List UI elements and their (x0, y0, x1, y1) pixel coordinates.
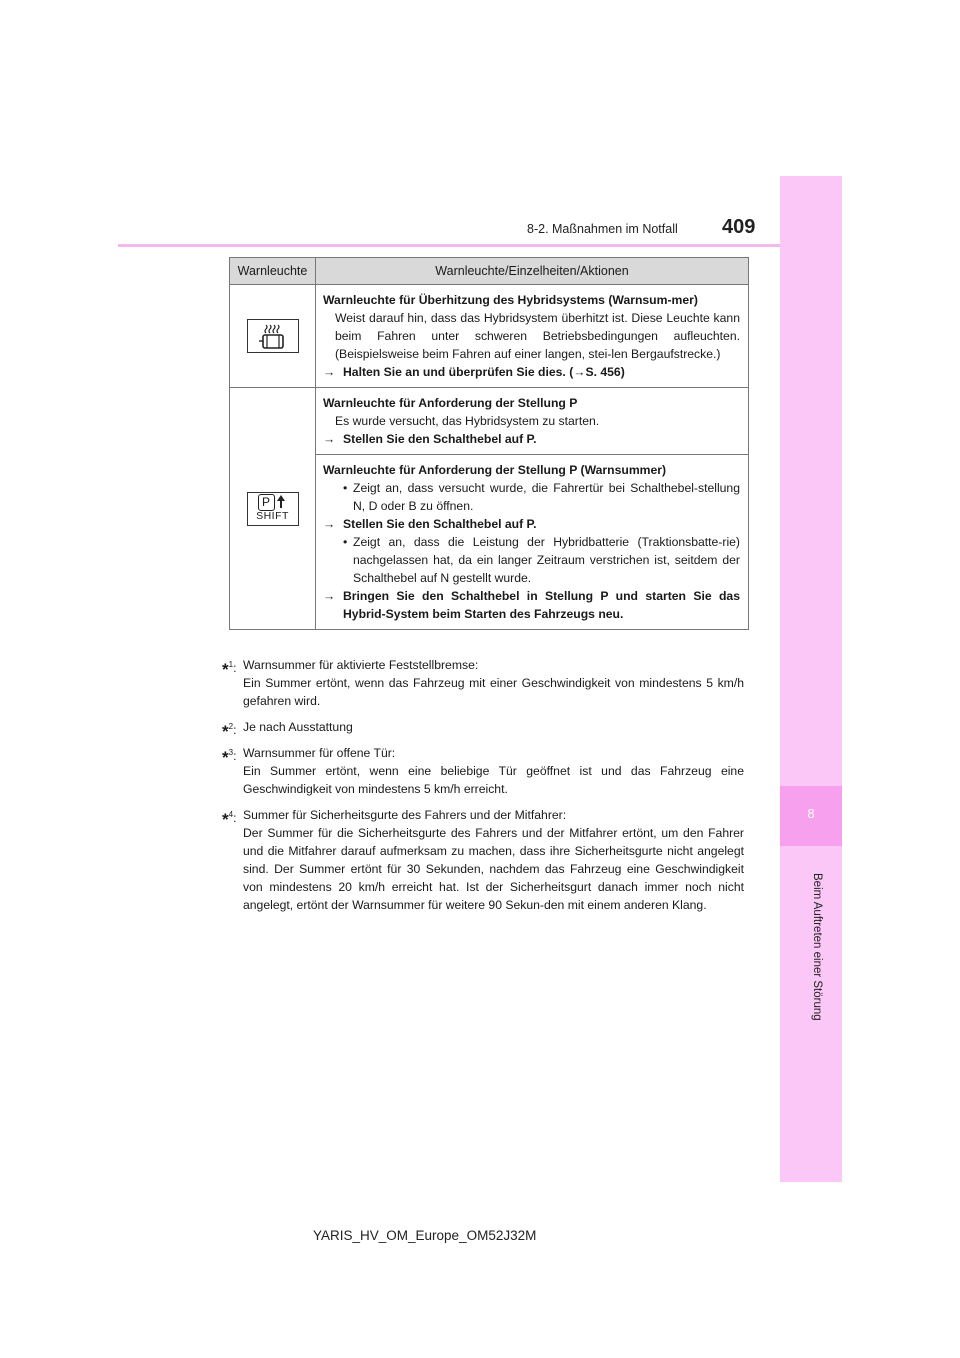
row-title: Warnleuchte für Anforderung der Stellung P (323, 396, 578, 410)
chapter-title: Beim Auftreten einer Störung (811, 873, 823, 1021)
footnote-marker: *$^1$: (222, 660, 237, 679)
row-action: → Halten Sie an und überprüfen Sie dies. (→S. 456) (323, 365, 625, 379)
footnote-text: Der Summer für die Sicherheitsgurte des Fahrers und der Mitfahrer ertönt, um den Fahrer und die Mitfahrer darauf aufmerksam zu machen, dass ihre Sicherheitsgurte nicht angelegt sind. Der Summer ertönt für 30 Sekunden, nachdem das Fahrzeug eine Geschwindigkeit von mindestens 20 km/h erreicht hat. Ist der Sicherheitsgurt danach immer noch nicht angelegt, ertönt der Warnsummer für weitere 90 Sekun-den mit einem anderen Klang. (243, 826, 744, 912)
footnote-text: Ein Summer ertönt, wenn eine beliebige Tür geöffnet ist und das Fahrzeug eine Geschwindigkeit von mindestens 5 km/h erreicht. (243, 764, 744, 796)
footnote-head: Warnsummer für aktivierte Feststellbremse: (243, 658, 479, 672)
chapter-side-band (780, 176, 842, 1182)
row-action: → Stellen Sie den Schalthebel auf P. (323, 432, 537, 446)
icon-cell (230, 285, 316, 388)
row-action: → Stellen Sie den Schalthebel auf P. (323, 517, 537, 531)
footnote-head: Summer für Sicherheitsgurte des Fahrers und der Mitfahrer: (243, 808, 567, 822)
footnote (222, 718, 744, 741)
row-description: Es wurde versucht, das Hybridsystem zu starten. (335, 414, 600, 428)
header-rule (118, 244, 780, 247)
row-title: Warnleuchte für Anforderung der Stellung P (Warnsummer) (323, 463, 667, 477)
arrow-icon: → (323, 432, 336, 446)
row-description: Weist darauf hin, dass das Hybridsystem überhitzt ist. Diese Leuchte kann beim Fahren unter schweren Betriebsbedingungen aufleuchten. (Beispielsweise beim Fahren auf einer langen, stei-len Bergaufstrecke.) (335, 311, 740, 361)
icon-cell (230, 388, 316, 630)
chapter-number: 8 (807, 806, 815, 821)
list-item: • Zeigt an, dass versucht wurde, die Fahrertür bei Schalthebel-stellung N, D oder B zu öffnen. (343, 481, 740, 513)
footnote-marker: *$^4$: (222, 810, 237, 829)
shift-p-letter: P (258, 494, 275, 511)
arrow-icon: → (573, 365, 586, 379)
column-header-warnleuchte: Warnleuchte (230, 258, 316, 285)
arrow-icon: → (323, 517, 336, 531)
section-title: 8-2. Maßnahmen im Notfall (527, 222, 678, 236)
footnote-marker: *$^3$: (222, 748, 237, 767)
row-title: Warnleuchte für Überhitzung des Hybridsystems (Warnsum-mer) (323, 293, 698, 307)
table-header-row (230, 258, 749, 285)
row-details (316, 388, 749, 455)
footnote-head: Warnsummer für offene Tür: (243, 746, 396, 760)
footnote (222, 656, 744, 710)
arrow-icon: → (323, 365, 336, 379)
page-reference: S. 456 (585, 365, 621, 379)
hybrid-overheat-icon (247, 319, 299, 353)
document-code: YARIS_HV_OM_Europe_OM52J32M (313, 1228, 537, 1243)
footnotes (222, 656, 744, 922)
shift-word: SHIFT (256, 509, 289, 522)
table-row (230, 388, 749, 455)
shift-p-icon (247, 492, 299, 526)
row-details (316, 455, 749, 630)
row-details (316, 285, 749, 388)
page-number: 409 (722, 216, 756, 238)
footnote-text: Ein Summer ertönt, wenn das Fahrzeug mit einer Geschwindigkeit von mindestens 5 km/h gefahren wird. (243, 676, 744, 708)
column-header-details: Warnleuchte/Einzelheiten/Aktionen (316, 258, 749, 285)
row-action: → Bringen Sie den Schalthebel in Stellung P und starten Sie das Hybrid-System beim Starten des Fahrzeugs neu. (323, 589, 740, 621)
footnote (222, 744, 744, 798)
table-row (230, 285, 749, 388)
footnote (222, 806, 744, 914)
warning-light-table (229, 257, 749, 630)
list-item: • Zeigt an, dass die Leistung der Hybridbatterie (Traktionsbatte-rie) nachgelassen hat, da ein langer Zeitraum verstrichen ist, seitdem der Schalthebel auf N gestellt wurde. (343, 535, 740, 585)
footnote-head: Je nach Ausstattung (243, 720, 353, 734)
arrow-icon: → (323, 589, 336, 603)
footnote-marker: *$^2$: (222, 722, 237, 741)
